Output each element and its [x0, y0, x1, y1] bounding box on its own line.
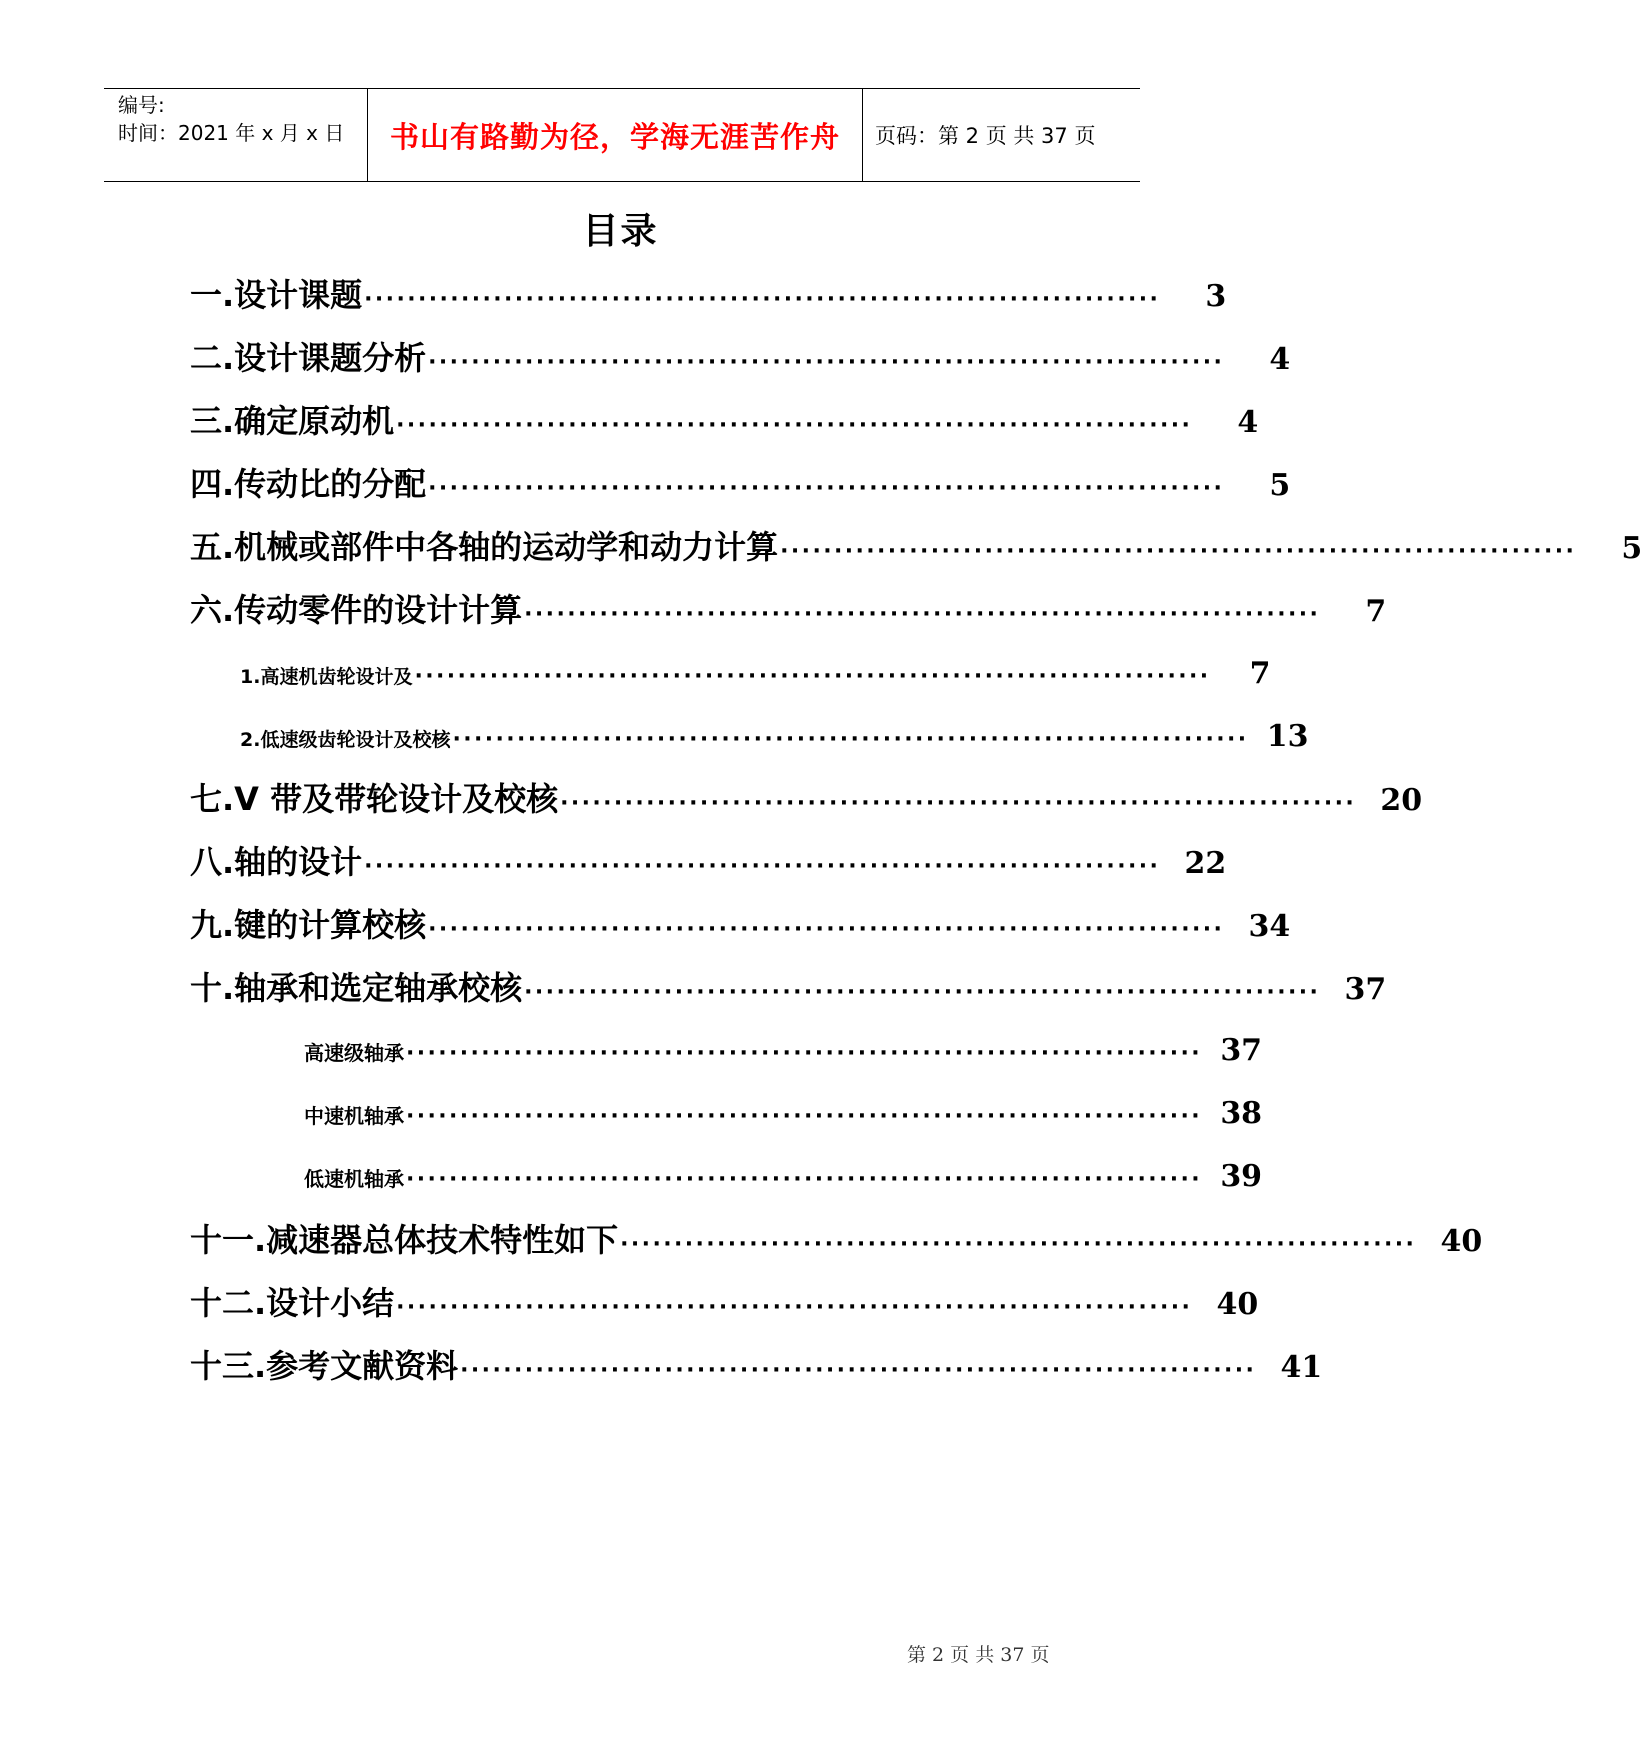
toc-entry[interactable] [190, 459, 1291, 503]
toc-entry[interactable] [190, 270, 1227, 314]
toc-entry-label: 二.设计课题分析 [190, 339, 427, 377]
toc-subentry[interactable] [304, 1159, 1263, 1194]
toc-entry-label: 三.确定原动机 [190, 402, 395, 440]
footer-page-number: 第 2 页 共 37 页 [907, 1644, 1050, 1666]
toc-subentry[interactable] [304, 1033, 1263, 1068]
toc-entry-page: 20 [1380, 783, 1423, 818]
toc-entry[interactable] [190, 963, 1387, 1007]
header-page-info: 页码：第 2 页 共 37 页 [875, 124, 1096, 148]
toc-entry[interactable] [190, 774, 1423, 818]
toc-entry-label: 七.V 带及带轮设计及校核 [190, 780, 559, 818]
toc-entry[interactable] [190, 837, 1227, 881]
toc-entry-page: 4 [1237, 405, 1259, 440]
toc-entry[interactable] [190, 900, 1291, 944]
toc-leader-dots: ·········································································· [414, 664, 1211, 689]
toc-entry-page: 40 [1216, 1287, 1259, 1322]
toc-entry-page: 41 [1280, 1350, 1323, 1385]
toc-entry-page: 5 [1621, 531, 1642, 566]
toc-entry-label: 九.键的计算校核 [190, 906, 427, 944]
toc-entry-label: 1.高速机齿轮设计及 [240, 666, 413, 688]
toc-subentry[interactable] [240, 656, 1271, 691]
toc-entry[interactable] [190, 1341, 1323, 1385]
toc-entry-label: 八.轴的设计 [190, 843, 363, 881]
toc-entry-label: 十一.减速器总体技术特性如下 [190, 1221, 619, 1259]
toc-leader-dots: ·········································································· [780, 539, 1577, 564]
toc-entry-label: 五.机械或部件中各轴的运动学和动力计算 [190, 528, 779, 566]
toc-entry-page: 3 [1205, 279, 1227, 314]
toc-entry[interactable] [190, 1215, 1483, 1259]
toc-entry[interactable] [190, 585, 1387, 629]
toc-subentry[interactable] [304, 1096, 1263, 1131]
toc-entry[interactable] [190, 396, 1259, 440]
toc-entry-label: 2.低速级齿轮设计及校核 [240, 729, 451, 751]
toc-entry-page: 37 [1344, 972, 1387, 1007]
toc-leader-dots: ·········································································· [460, 1358, 1257, 1383]
toc-entry-page: 34 [1248, 909, 1291, 944]
toc-entry-page: 7 [1365, 594, 1387, 629]
toc-entry-page: 40 [1440, 1224, 1483, 1259]
toc-entry[interactable] [190, 522, 1642, 566]
toc-entry-label: 低速机轴承 [304, 1167, 404, 1191]
toc-leader-dots: ·········································································· [428, 476, 1225, 501]
page-header [104, 88, 1140, 182]
toc-leader-dots: ·········································································· [560, 791, 1357, 816]
toc-leader-dots: ·········································································· [452, 727, 1249, 752]
toc-entry[interactable] [190, 1278, 1259, 1322]
toc-entry-label: 六.传动零件的设计计算 [190, 591, 523, 629]
toc-subentry[interactable] [240, 719, 1309, 754]
toc-leader-dots: ·········································································· [524, 602, 1321, 627]
toc-entry-page: 38 [1220, 1096, 1263, 1131]
toc-entry-page: 37 [1220, 1033, 1263, 1068]
toc-leader-dots: ·········································································· [428, 917, 1225, 942]
toc-entry-label: 十.轴承和选定轴承校核 [190, 969, 523, 1007]
toc-entry-label: 四.传动比的分配 [190, 465, 427, 503]
header-meta [104, 89, 368, 181]
toc-leader-dots: ·········································································· [620, 1232, 1417, 1257]
toc-leader-dots: ·········································································· [396, 413, 1193, 438]
document-date: 时间：2021 年 x 月 x 日 [118, 121, 345, 145]
toc-leader-dots: ·········································································· [428, 350, 1225, 375]
toc-entry-label: 十二.设计小结 [190, 1284, 395, 1322]
toc-entry-label: 十三.参考文献资料 [190, 1347, 459, 1385]
toc-entry-page: 4 [1269, 342, 1291, 377]
toc-entry[interactable] [190, 333, 1291, 377]
toc-entry-page: 39 [1220, 1159, 1263, 1194]
header-motto: 书山有路勤为径，学海无涯苦作舟 [368, 89, 863, 181]
document-number-label: 编号: [118, 93, 165, 117]
toc-entry-label: 高速级轴承 [304, 1041, 404, 1065]
toc-entry-page: 5 [1269, 468, 1291, 503]
toc-entry-page: 22 [1184, 846, 1227, 881]
toc-leader-dots: ·········································································· [524, 980, 1321, 1005]
toc-leader-dots: ·········································································· [364, 854, 1161, 879]
toc-leader-dots: ·········································································· [406, 1104, 1203, 1129]
toc-title: 目录 [582, 211, 659, 252]
toc-entry-page: 13 [1266, 719, 1309, 754]
toc-leader-dots: ·········································································· [396, 1295, 1193, 1320]
toc-entry-label: 中速机轴承 [304, 1104, 404, 1128]
toc-entry-label: 一.设计课题 [190, 276, 363, 314]
toc-entry-page: 7 [1249, 656, 1271, 691]
toc-leader-dots: ·········································································· [406, 1167, 1203, 1192]
toc-leader-dots: ·········································································· [406, 1041, 1203, 1066]
toc-leader-dots: ·········································································· [364, 287, 1161, 312]
